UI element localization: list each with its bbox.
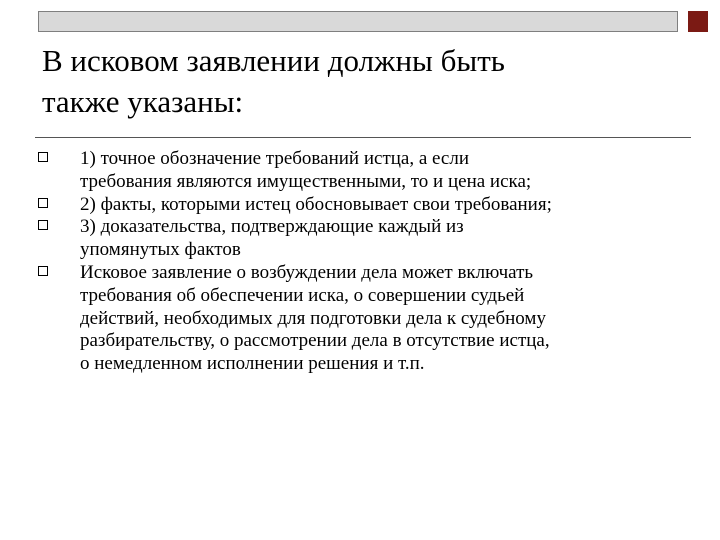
bullet-text-line: действий, необходимых для подготовки дела к судебному <box>80 307 546 329</box>
bullet-text-line: требования об обеспечении иска, о совершении судьей <box>80 284 525 306</box>
bullet-text-line: о немедленном исполнении решения и т.п. <box>80 353 425 375</box>
bullet-text-line: 3) доказательства, подтверждающие каждый из <box>80 216 464 238</box>
corner-accent-square <box>688 11 708 32</box>
top-decorative-bar <box>38 11 678 32</box>
square-bullet-icon <box>38 152 48 162</box>
bullet-text-line: Исковое заявление о возбуждении дела может включать <box>80 261 534 283</box>
square-bullet-icon <box>38 220 48 230</box>
square-bullet-icon <box>38 198 48 208</box>
bullet-item-1 <box>38 148 688 194</box>
slide-title <box>42 40 682 122</box>
bullet-list <box>38 148 688 376</box>
square-bullet-icon <box>38 266 48 276</box>
bullet-text-line: требования являются имущественными, то и цена иска; <box>80 170 532 192</box>
bullet-text-line: разбирательству, о рассмотрении дела в отсутствие истца, <box>80 330 550 352</box>
bullet-text-line: упомянутых фактов <box>80 239 241 261</box>
bullet-text-line: 2) факты, которыми истец обосновывает свои требования; <box>80 193 552 215</box>
title-line: также указаны: <box>42 84 244 119</box>
bullet-text-line: 1) точное обозначение требований истца, а если <box>80 148 470 169</box>
title-divider <box>35 137 691 138</box>
bullet-item-2 <box>38 194 688 217</box>
title-line: В исковом заявлении должны быть <box>42 43 505 78</box>
bullet-item-3 <box>38 216 688 262</box>
bullet-item-4 <box>38 262 688 376</box>
